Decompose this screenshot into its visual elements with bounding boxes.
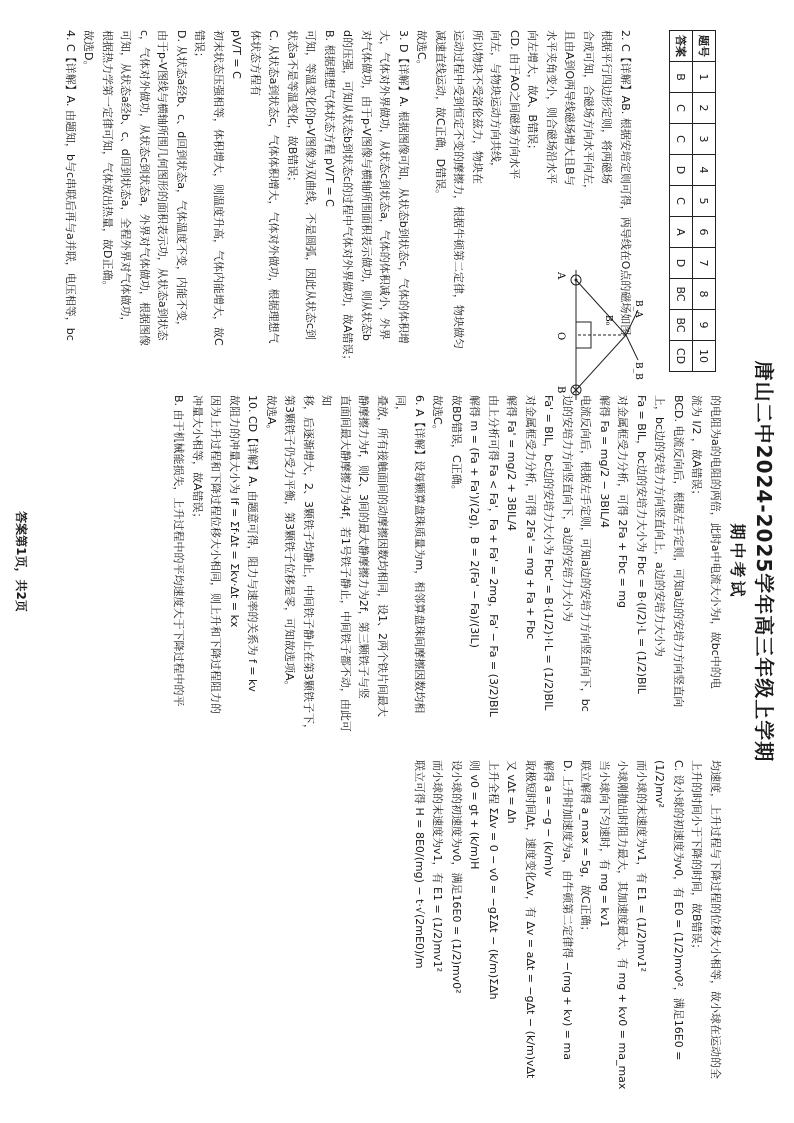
answer-text-line: 根据平行四边形定则，将两磁场: [600, 30, 614, 184]
answer-text-line: c，气体对外做功，从状态c到状态a，外界对气体做功，根据图像: [138, 30, 151, 346]
answer-text-line: 联立解得 a_max = 5g，故C正确；: [579, 760, 593, 937]
answer-text-line: 上升全程 ΣΔv = 0 − v0 = −gΣΔt − (k/m)ΣΔh: [487, 760, 500, 1000]
answer-table-header-answer: 答案: [670, 31, 693, 62]
answer-cell: C: [670, 93, 693, 124]
answer-text-line: 的电阻为a的电阻的两倍，此时a中电流大小为I，故bc中的电: [709, 395, 722, 689]
answer-cell: CD: [670, 341, 693, 372]
answer-text-line: 对气体做功，由于p-V图像与横轴所围面积表示做功，则从状态b: [360, 30, 373, 341]
answer-text-line: 解得 a = −g − (k/m)v: [542, 760, 556, 877]
answer-text-line: 上升的时间小于下降的时间，故B错误；: [690, 760, 704, 955]
answer-text-line: C. 设小球的初速度为v0，有 E0 = (1/2)mv0²，满足16E0 = (1/2)mv²: [653, 760, 685, 1061]
answer-text-line: 故选D。: [82, 30, 96, 72]
answer-text-line: 均速度，上升过程与下降过程的位移大小相等，故小球在运动的全: [709, 760, 722, 1079]
answer-text-line: 而小球的末速度为v1，有 E1 = (1/2)mv1²: [635, 760, 648, 973]
answer-text-line: 大，气体对外界做功，从状态c到状态a，气体的体积减小，外界: [378, 30, 392, 340]
figure-label-bb: B_B: [633, 362, 643, 380]
answer-text-line: 设小球的初速度为v0，满足16E0 = (1/2)mv0²: [450, 760, 463, 994]
answer-text-line: 故BD错误，C正确。: [450, 395, 463, 496]
answer-number-cell: 3: [693, 124, 716, 155]
answer-text-line: CD. 由于AO之间磁场方向水平: [508, 30, 521, 180]
answer-text-line: 水平夹角变小，则合磁场沿水平: [545, 30, 558, 184]
answer-text-line: B. 由于机械能损失，上升过程中的平均速度大于下降过程中的平: [172, 395, 186, 707]
answer-text-line: 减速直线运动，故C正确，D错误。: [434, 30, 447, 201]
answer-text-line: 体状态方程有: [249, 30, 262, 96]
answer-table-row-answers: [670, 31, 693, 372]
figure-label-b: B: [555, 386, 566, 394]
answer-text-line: d的压强，可知从状态b到状态c的过程中气体对外界做功，故A错误；: [341, 30, 355, 366]
answer-text-line: 向左，与物块运动方向共线，: [489, 30, 503, 173]
answer-column-3: [34, 760, 724, 1100]
answer-text-line: 2. C【详解】AB. 根据安培定则可得，两导线在O点的磁场如图: [619, 30, 632, 336]
answer-text-line: 根据热力学第一定律可知，气体放出热量，故D正确。: [101, 30, 114, 292]
answer-number-cell: 10: [693, 341, 716, 372]
answer-cell: A: [670, 217, 693, 248]
answer-text-line: 当小球向下匀速时，有 mg = kv1: [598, 760, 611, 928]
answer-column-1: [34, 30, 634, 370]
answer-cell: B: [670, 62, 693, 93]
answer-text-line: 故选C。: [415, 30, 429, 71]
answer-cell: D: [670, 155, 693, 186]
page-footer: 答案第1页，共2页: [14, 511, 28, 612]
answer-text-line: C. 从状态a到状态c，气体体积增大，气体对外做功，根据理想气: [267, 30, 281, 344]
figure-label-ba: B_A: [633, 300, 643, 318]
figure-label-b0: B₀: [603, 315, 613, 326]
answer-number-cell: 8: [693, 279, 716, 310]
answer-text-line: 运动过程中受到恒定不变的摩擦力，根据牛顿第二定律，物块做匀: [452, 30, 466, 349]
answer-text-line: 由于p-V图线与横轴所围几何图形的面积表示功，从状态a到状态: [156, 30, 170, 341]
answer-text-line: 静摩擦力为f，则2、3间的最大静摩擦力为2f，第三颗铁子与竖: [357, 395, 371, 699]
answer-text-line: 对金属框受力分析，可得 2Fa + Fbc = mg: [616, 395, 630, 609]
answer-text-line: 叠放，所有接触面间的动摩擦因数均相同，设1、2两个铁片间最大: [376, 395, 389, 717]
answer-text-line: 合成可知，合磁场方向水平向左，: [582, 30, 595, 195]
answer-number-cell: 7: [693, 248, 716, 279]
answer-text-line: 对金属框受力分析，可得 2Fa' = mg + Fa + Fbc: [524, 395, 537, 640]
answer-text-line: 流为 I/2 ，故A错误；: [690, 395, 704, 501]
answer-text-line: 边的安培力方向竖直向下，a边的安培力大小为: [561, 395, 574, 622]
answer-text-line: B. 根据理想气体状态方程 pV/T = C: [323, 30, 336, 207]
answer-text-line: 解得 Fa' = mg/2 + 3BIL/4: [505, 395, 519, 532]
answer-text-line: 上，bc边的安培力方向竖直向上，a边的安培力大小为: [653, 395, 667, 657]
answer-cell: BC: [670, 279, 693, 310]
answer-column-2: [24, 395, 724, 735]
answer-text-line: 初末状态压强相等，体积增大，则温度升高，气体内能增大，故C: [212, 30, 225, 346]
answer-number-cell: 1: [693, 62, 716, 93]
answer-number-cell: 6: [693, 217, 716, 248]
answer-text-line: D. 从状态a经b、c、d回到状态a，气体温度不变，内能不变，: [175, 30, 188, 332]
answer-text-line: 又 vΔt = Δh: [505, 760, 519, 824]
answer-text-line: 移，后逐渐增大，2、3颗铁子均静止，中间铁子静止在第3颗铁子下，: [302, 395, 315, 735]
answer-cell: D: [670, 248, 693, 279]
answer-text-line: 解得 m = (Fa + Fa')/(2g)，B = 2(Fa' − Fa)/(3IL): [468, 395, 482, 648]
answer-number-cell: 5: [693, 186, 716, 217]
answer-text-line: 所以物块不受洛伦兹力，物块在: [471, 30, 484, 184]
answer-text-line: 小球刚抛出时阻力最大，其加速度最大，有 mg + kv0 = ma_max: [616, 760, 630, 1090]
answer-text-line: 解得 Fa = mg/2 − 3BIL/4: [598, 395, 611, 528]
answer-table-header-number: 题号: [693, 31, 716, 62]
answer-text-line: 故阻力的冲量大小为 If = Σf·Δt = Σkv·Δt = kx: [228, 395, 241, 628]
answer-text-line: 错误；: [193, 30, 207, 63]
answer-table: [669, 30, 716, 372]
figure-label-a: A: [555, 272, 566, 280]
answer-number-cell: 2: [693, 93, 716, 124]
answer-text-line: 故选C。: [431, 395, 445, 436]
figure-label-o: O: [555, 332, 566, 341]
answer-text-line: 由上分析可得 Fa < Fa'，Fa + Fa' = 2mg，Fa' − Fa = (3/2)BIL: [487, 395, 500, 717]
answer-text-line: Fa' = BIL，bc边的安培力大小为 Fbc' = B·(1/2)·I·L = (1/2)BIL: [542, 395, 556, 711]
answer-text-line: 故选A。: [265, 395, 278, 436]
answer-text-line: D. 上升时加速度为a，由牛顿第二定律得 −(mg + kv) = ma: [561, 760, 574, 1060]
answer-text-line: 而小球的末速度为v1，有 E1 = (1/2)mv1²: [431, 760, 445, 973]
page-subtitle: 期中考试: [728, 523, 747, 600]
answer-text-line: 因为上升过程和下降过程位移大小相同，则上升和下降过程阻力的: [209, 395, 223, 714]
answer-text-line: 直面间最大静摩擦力为4f，若1号铁子静止，中间铁子都不动，由此可知: [320, 395, 352, 732]
answer-cell: C: [670, 186, 693, 217]
answer-text-line: 取极短时间Δt，速度变化Δv，有 Δv = aΔt = −gΔt − (k/m)vΔt: [524, 760, 537, 1079]
answer-text-line: pV/T = C: [230, 30, 244, 79]
answer-text-line: 冲量大小相等，故A错误；: [191, 395, 204, 524]
answer-number-cell: 4: [693, 155, 716, 186]
answer-text-line: 10. CD【详解】A. 由题意可得，阻力与速率的关系为 f = kv: [246, 395, 260, 692]
answer-text-line: 可知，从状态a经b、c、d回到状态a，全程外界对气体做功，: [119, 30, 133, 328]
answer-cell: C: [670, 124, 693, 155]
answer-text-line: 向左增大，故A、B错误；: [526, 30, 540, 156]
answer-text-line: Fa = BIL，bc边的安培力大小为 Fbc = B·(I/2)·L = (1/2)BIL: [635, 395, 648, 694]
answer-text-line: 第3颗铁子仍受力平衡，第3颗铁子位移是零，可知故选项A。: [283, 395, 297, 692]
answer-table-row-numbers: [693, 31, 716, 372]
page-title: 唐山二中2024-2025学年高三年级上学期: [752, 360, 776, 763]
answer-text-line: 电流反向后，根据左手定则，可知a边的安培力方向竖直向下，bc: [579, 395, 593, 712]
answer-text-line: 可知，等温变化的p-V图像为双曲线，不是圆弧，因此从状态c到: [304, 30, 318, 340]
answer-text-line: 且由A到O两导线磁场增大且B与: [563, 30, 577, 186]
answer-text-line: 状态a不是等温变化，故B错误；: [286, 30, 299, 188]
answer-text-line: 联立可得 H = 8E0/(mg) − t·√(2mE0)/m: [413, 760, 426, 969]
answer-text-line: 则 v0 = gt + (k/m)H: [468, 760, 482, 870]
answer-text-line: 6. A【详解】设每颗算盘珠质量为m，相邻算盘珠间摩擦因数均相同，: [394, 395, 426, 714]
answer-text-line: BCD. 电流反向后，根据左手定则，可知a边的安培力方向竖直向: [672, 395, 685, 708]
answer-text-line: 4. C【详解】A. 由题知，b与c串联后再与a并联，电压相等，bc: [64, 30, 77, 341]
answer-number-cell: 9: [693, 310, 716, 341]
answer-text-line: 3. D【详解】A. 根据图像可知，从状态b到状态c，气体的体积增: [397, 30, 410, 344]
answer-cell: BC: [670, 310, 693, 341]
